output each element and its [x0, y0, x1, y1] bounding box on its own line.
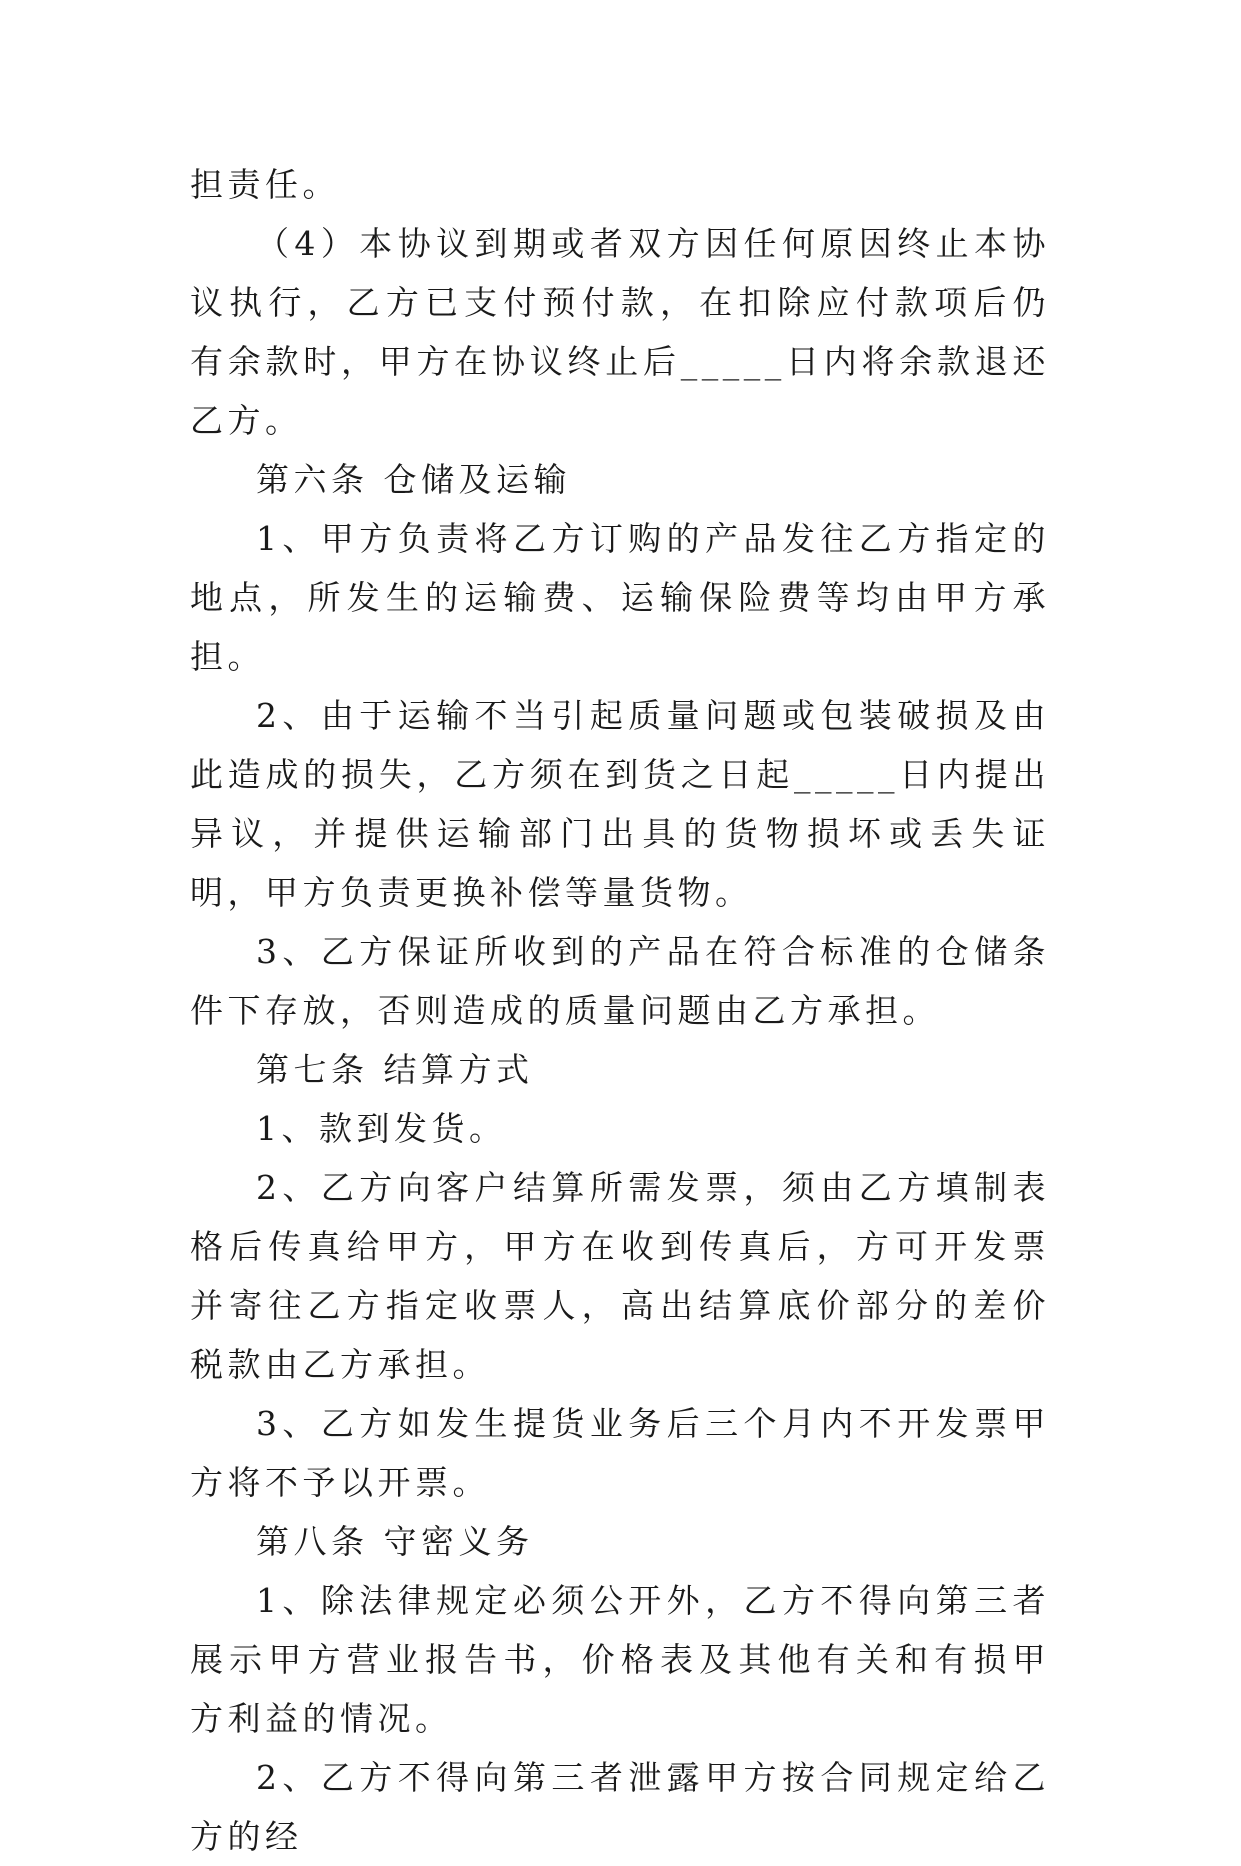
document-body [190, 155, 1050, 1866]
paragraph-clause-4: （4）本协议到期或者双方因任何原因终止本协议执行，乙方已支付预付款，在扣除应付款项后仍有余款时，甲方在协议终止后_____日内将余款退还乙方。 [190, 224, 1050, 440]
paragraph-article-7-item-1: 1、款到发货。 [256, 1109, 507, 1148]
paragraph-article-7-item-2: 2、乙方向客户结算所需发票，须由乙方填制表格后传真给甲方，甲方在收到传真后，方可开发票并寄往乙方指定收票人，高出结算底价部分的差价税款由乙方承担。 [190, 1168, 1050, 1384]
section-heading-article-8: 第八条 守密义务 [256, 1522, 534, 1561]
section-heading-article-7: 第七条 结算方式 [256, 1050, 534, 1089]
paragraph-article-8-item-1: 1、除法律规定必须公开外，乙方不得向第三者展示甲方营业报告书，价格表及其他有关和有损甲方利益的情况。 [190, 1581, 1050, 1738]
paragraph-article-8-item-2: 2、乙方不得向第三者泄露甲方按合同规定给乙方的经 [190, 1758, 1050, 1856]
paragraph-continuation: 担责任。 [190, 165, 340, 204]
paragraph-article-6-item-1: 1、甲方负责将乙方订购的产品发往乙方指定的地点，所发生的运输费、运输保险费等均由甲方承担。 [190, 519, 1050, 676]
paragraph-article-6-item-3: 3、乙方保证所收到的产品在符合标准的仓储条件下存放，否则造成的质量问题由乙方承担。 [190, 932, 1050, 1030]
section-heading-article-6: 第六条 仓储及运输 [256, 460, 571, 499]
paragraph-article-6-item-2: 2、由于运输不当引起质量问题或包装破损及由此造成的损失，乙方须在到货之日起_____日内提出异议，并提供运输部门出具的货物损坏或丢失证明，甲方负责更换补偿等量货物。 [190, 696, 1050, 912]
paragraph-article-7-item-3: 3、乙方如发生提货业务后三个月内不开发票甲方将不予以开票。 [190, 1404, 1050, 1502]
